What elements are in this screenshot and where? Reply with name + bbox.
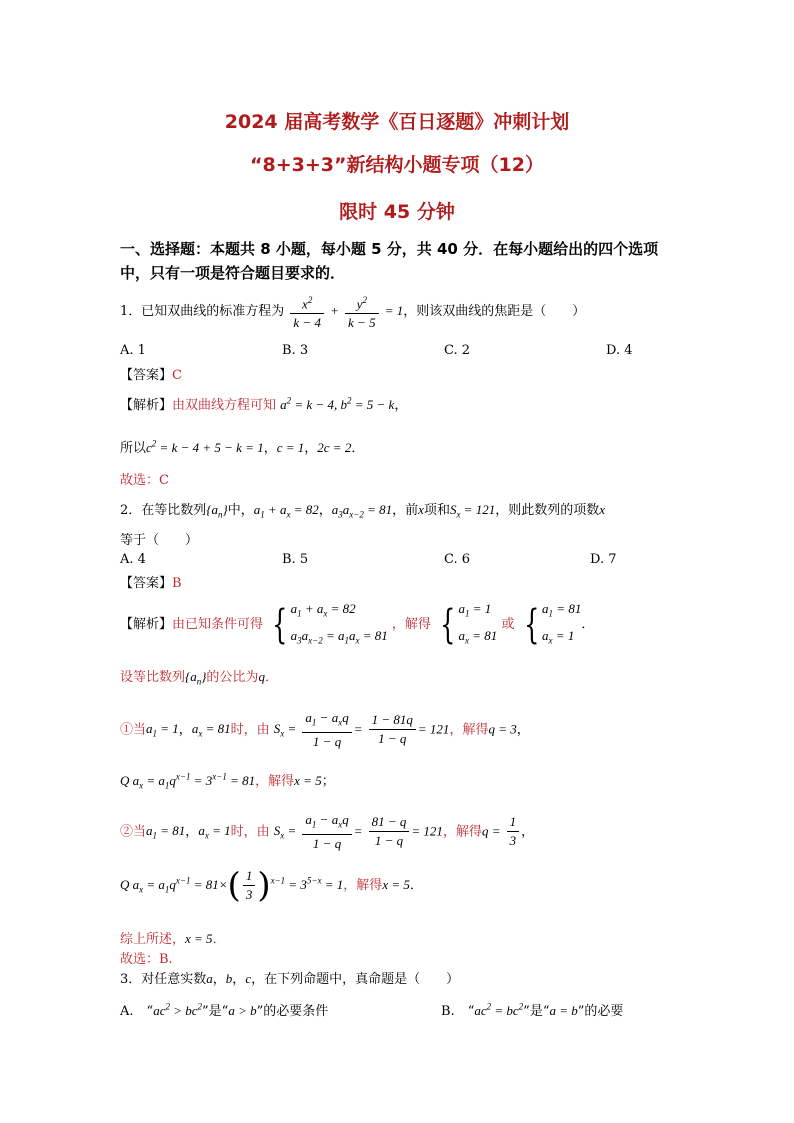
q2-conclusion: 故选：B. [120, 952, 173, 967]
q1-analysis-line2: 所以$c^2 = k - 4 + 5 - k = 1$，c = 1，2c = 2． [120, 438, 365, 456]
q2-option-c: C. 6 [444, 552, 471, 567]
q2-case-2: ②当$a_1 = 81$，$a_x = 1$时，由 $S_x$ = $\frac{a_1 - a_xq}{1 - q}$ = $\frac{81 - q}{1 - q}$ = 121，解得q = $\frac{1}{3}$ ， [120, 812, 535, 851]
q1-stem: 1．已知双曲线的标准方程为 [120, 304, 285, 320]
q1-fraction-x: $\frac{x^2}{k - 4}$ [290, 292, 324, 331]
q2-option-d: D. 7 [590, 552, 617, 567]
q1-option-a: A. 1 [120, 343, 146, 358]
q2-stem-cont: 等于（ ） [120, 533, 199, 548]
q2-analysis: 【解析】由已知条件可得 { $a_1 + a_x = 82$ $a_3a_{x-2} = a_1a_x = 81$ ，解得 { $a_1 = 1$ $a_x = 81$ 或 { $a_1 = 81$ $a_x = 1$ ． [120, 601, 595, 648]
q2-option-b: B. 5 [282, 552, 309, 567]
q2-case-2-result: Q $a_x = a_1q^{x-1} = 81\times$( $\frac{1}{3}$ )$^{x-1} = 3^{5-x} = 1$，解得x = 5． [120, 865, 423, 906]
q1-option-b: B. 3 [282, 343, 309, 358]
q3-option-a: A. “$ac^2 > bc^2$”是“a > b”的必要条件 [120, 1001, 329, 1019]
q2-summary: 综上所述，x = 5． [120, 931, 226, 947]
question-3: 3．对任意实数a，b，c，在下列命题中，真命题是（ ） [120, 971, 460, 987]
question-1: 1．已知双曲线的标准方程为 $\frac{x^2}{k - 4}$ + $\frac{y^2}{k - 5}$ = 1，则该双曲线的焦距是（ ） [120, 292, 585, 331]
q3-option-b: B. “$ac^2 = bc^2$”是“a = b”的必要 [441, 1001, 624, 1019]
doc-title: 2024 届高考数学《百日逐题》冲刺计划 [224, 111, 570, 133]
q2-option-a: A. 4 [120, 552, 146, 567]
section-heading-line1: 一、选择题：本题共 8 小题，每小题 5 分，共 40 分．在每小题给出的四个选项 [120, 240, 659, 258]
q2-case-1: ①当$a_1 = 1$，$a_x = 81$时，由 $S_x$ = $\frac{a_1 - a_xq}{1 - q}$ = $\frac{1 - 81q}{1 - q}$ = 121，解得q = 3， [120, 710, 530, 749]
question-2: 2．在等比数列$\{a_n\}$中，$a_1 + a_x = 82$，$a_3a_{x-2} = 81$，前x项和$S_x = 121$，则此数列的项数x [120, 502, 606, 520]
q2-ratio-line: 设等比数列$\{a_n\}$的公比为q． [120, 669, 278, 687]
doc-time-limit: 限时 45 分钟 [339, 201, 455, 223]
doc-subtitle: “8+3+3”新结构小题专项（12） [250, 154, 544, 176]
q2-answer: 【答案】B [120, 576, 182, 591]
q1-conclusion: 故选：C [120, 473, 169, 488]
q1-answer: 【答案】C [120, 368, 182, 383]
q1-analysis: 【解析】由双曲线方程可知 $a^2 = k - 4$, $b^2 = 5 - k$， [120, 395, 408, 413]
q1-option-c: C. 2 [444, 343, 471, 358]
q2-case-1-result: Q $a_x = a_1q^{x-1} = 3^{x-1} = 81$，解得x = 5； [120, 771, 335, 791]
q1-option-d: D. 4 [606, 343, 633, 358]
q1-fraction-y: $\frac{y^2}{k - 5}$ [345, 292, 379, 331]
section-heading-line2: 中，只有一项是符合题目要求的． [120, 264, 346, 282]
